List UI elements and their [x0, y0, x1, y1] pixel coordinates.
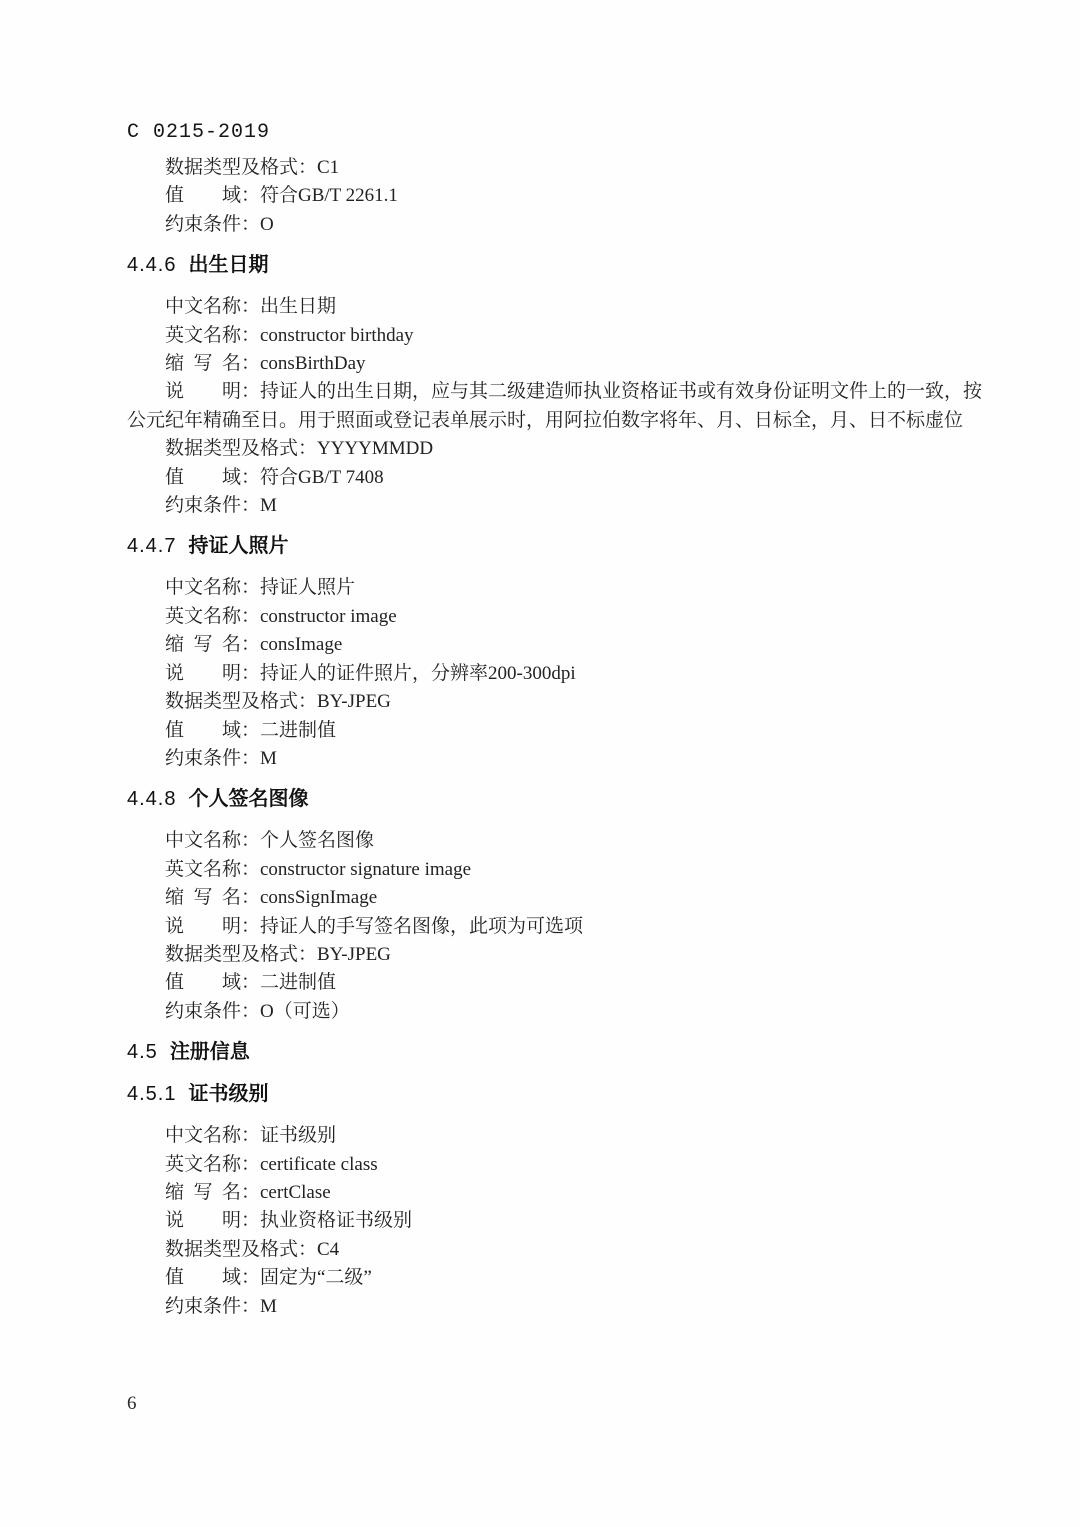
field-line-datatype: 数据类型及格式：BY-JPEG [165, 691, 391, 713]
field-line-constraint: 约束条件：M [165, 495, 277, 517]
doc-code-header: C 0215-2019 [127, 121, 271, 144]
field-line-cn-name: 中文名称：证书级别 [165, 1125, 337, 1147]
field-line-abbr: 缩 写 名：certClase [165, 1181, 331, 1203]
section-number: 4.5 [127, 1041, 158, 1064]
field-line-datatype: 数据类型及格式：YYYYMMDD [165, 438, 434, 460]
field-line-abbr: 缩 写 名：consBirthDay [165, 353, 366, 375]
field-line-description-cont: 公元纪年精确至日。用于照面或登记表单展示时，用阿拉伯数字将年、月、日标全，月、日不标虚位 [127, 409, 964, 431]
section-heading-4-5 [127, 1038, 990, 1067]
section-number: 4.4.6 [127, 254, 177, 277]
field-line-description: 说 明：持证人的手写签名图像，此项为可选项 [165, 915, 584, 937]
field-line-cn-name: 中文名称：出生日期 [165, 296, 337, 318]
field-line-en-name: 英文名称：certificate class [165, 1153, 378, 1175]
section-title: 注册信息 [169, 1041, 250, 1064]
field-line-valuedomain: 值 域：符合GB/T 7408 [165, 466, 384, 488]
section-body-4-4-6 [127, 293, 990, 520]
section-title: 持证人照片 [188, 535, 289, 558]
page-number: 6 [127, 1393, 137, 1414]
field-line-en-name: 英文名称：constructor signature image [165, 858, 472, 880]
field-line-datatype: 数据类型及格式：C1 [165, 157, 340, 178]
field-line-datatype: 数据类型及格式：C4 [165, 1238, 340, 1260]
section-title: 个人签名图像 [188, 788, 309, 811]
field-line-valuedomain: 值 域：二进制值 [165, 719, 337, 741]
field-line-description: 说 明：持证人的出生日期，应与其二级建造师执业资格证书或有效身份证明文件上的一致，按 [165, 381, 983, 403]
field-line-valuedomain: 值 域：固定为“二级” [165, 1267, 372, 1289]
field-line-en-name: 英文名称：constructor birthday [165, 324, 414, 346]
field-line-valuedomain: 值 域：二进制值 [165, 972, 337, 994]
field-line-abbr: 缩 写 名：consImage [165, 634, 343, 656]
section-number: 4.4.7 [127, 535, 177, 558]
field-line-cn-name: 中文名称：个人签名图像 [165, 830, 375, 852]
section-body-4-4-8 [127, 827, 990, 1026]
intro-field-block [127, 154, 990, 239]
field-line-constraint: 约束条件：O [165, 213, 274, 235]
field-line-constraint: 约束条件：M [165, 1295, 277, 1317]
field-line-constraint: 约束条件：M [165, 747, 277, 769]
section-heading-4-4-6 [127, 251, 990, 280]
field-line-en-name: 英文名称：constructor image [165, 605, 397, 627]
field-line-cn-name: 中文名称：持证人照片 [165, 577, 356, 599]
field-line-description: 说 明：执业资格证书级别 [165, 1210, 413, 1232]
section-heading-4-4-7 [127, 532, 990, 561]
field-line-abbr: 缩 写 名：consSignImage [165, 887, 378, 909]
section-title: 出生日期 [188, 254, 269, 277]
section-number: 4.5.1 [127, 1083, 177, 1106]
field-line-constraint: 约束条件：O（可选） [165, 1000, 350, 1022]
section-number: 4.4.8 [127, 788, 177, 811]
section-title: 证书级别 [188, 1083, 269, 1106]
section-body-4-4-7 [127, 574, 990, 773]
field-line-description: 说 明：持证人的证件照片，分辨率200-300dpi [165, 662, 576, 684]
field-line-valuedomain: 值 域：符合GB/T 2261.1 [165, 185, 398, 207]
section-heading-4-5-1 [127, 1080, 990, 1109]
section-heading-4-4-8 [127, 785, 990, 814]
document-content [127, 120, 990, 1321]
section-body-4-5-1 [127, 1122, 990, 1321]
field-line-datatype: 数据类型及格式：BY-JPEG [165, 943, 391, 965]
